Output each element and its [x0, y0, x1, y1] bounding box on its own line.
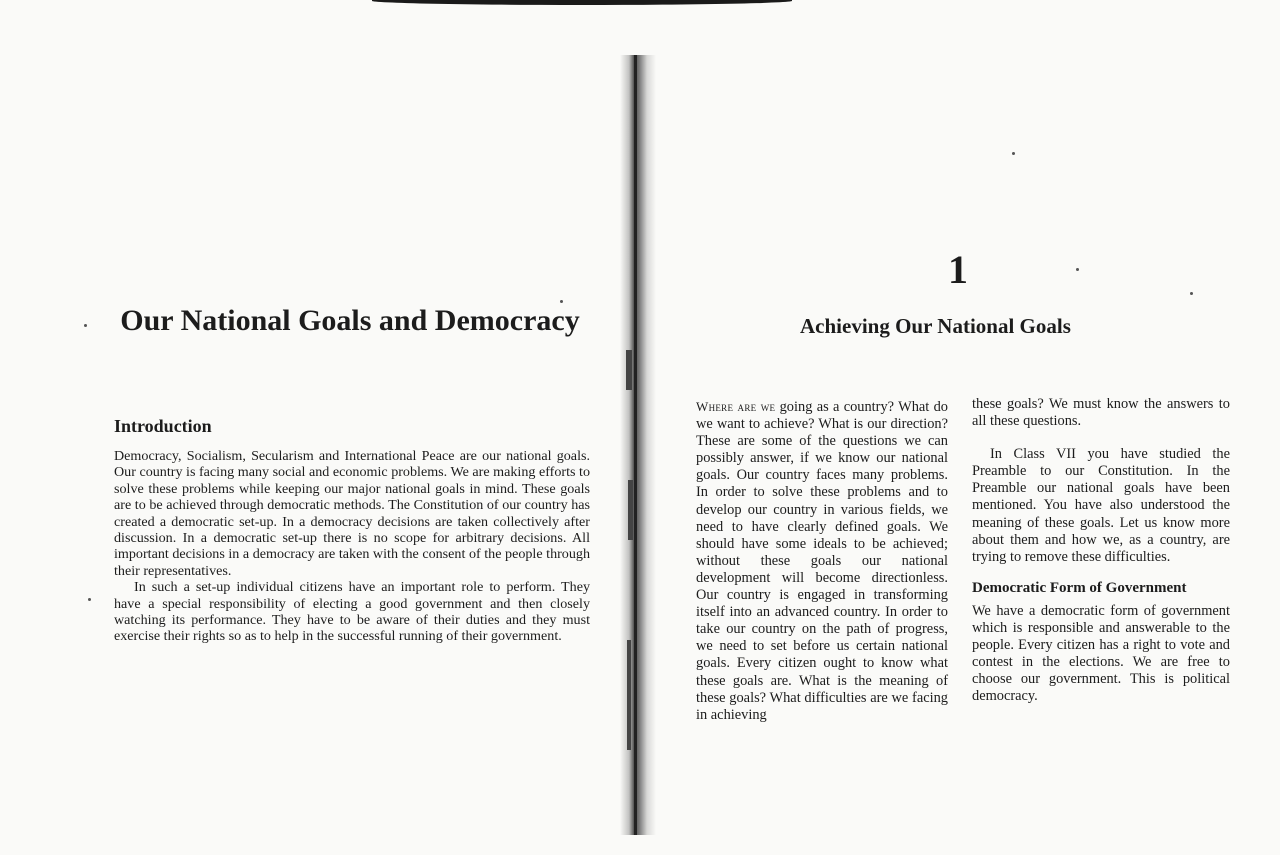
opening-smallcaps: Where are we: [696, 399, 776, 414]
book-section-title: Our National Goals and Democracy: [120, 304, 580, 337]
scan-noise: [626, 350, 632, 390]
scan-dot: [1012, 152, 1015, 155]
opening-text: going as a country? What do we want to achieve? What is our direction? These are some of the questions we can possibly answer, if we know our national goals. Our country faces many problems. In order to solve these problems and to develop our country in various fields, we need to have clearly defined goals. We should have some ideals to be achieved; without these goals our national development will become directionless. Our country is engaged in transforming itself into an advanced country. In order to take our country on the path of progress, we need to set before us certain national goals. Every citizen ought to know what these goals are. What is the meaning of these goals? What difficulties are we facing in achieving: [696, 399, 948, 723]
preamble-paragraph: In Class VII you have studied the Preamble to our Constitution. In the Preamble our national goals have been mentioned. You have also understood the meaning of these goals. Let us know more about them and how we, as a country, are trying to remove these difficulties.: [972, 446, 1230, 565]
introduction-paragraph-1: Democracy, Socialism, Secularism and International Peace are our national goals. Our country is facing many social and economic problems. We are making efforts to solve these problems while keeping our major national goals in mind. These goals are to be achieved through democratic methods. The Constitution of our country has created a democratic set-up. In a democracy decisions are taken collectively after discussion. In a democratic set-up there is no scope for arbitrary decisions. All important decisions in a democracy are taken with the consent of the people through their representatives.: [114, 448, 590, 579]
continuation-paragraph: these goals? We must know the answers to all these questions.: [972, 396, 1230, 430]
introduction-heading: Introduction: [114, 416, 212, 436]
scan-dot: [560, 300, 563, 303]
chapter-opening-paragraph: [696, 398, 948, 724]
scan-dot: [88, 598, 91, 601]
chapter-column-left: [696, 398, 948, 724]
scan-dot: [1190, 292, 1193, 295]
scan-dot: [1076, 268, 1079, 271]
introduction-text: [114, 448, 590, 645]
democratic-government-heading: Democratic Form of Government: [972, 579, 1187, 596]
book-spine-line: [634, 55, 637, 835]
chapter-column-right: [972, 396, 1230, 705]
democratic-government-paragraph: We have a democratic form of government which is responsible and answerable to the people. Every citizen has a right to vote and contest in the elections. We are free to choose our government. This is political democracy.: [972, 602, 1230, 705]
introduction-paragraph-2: In such a set-up individual citizens have an important role to perform. They have a special responsibility of electing a good government and then closely watching its performance. They have to be aware of their duties and they must exercise their rights so as to help in the successful running of their government.: [114, 579, 590, 645]
chapter-number: 1: [948, 247, 968, 292]
book-gutter-shadow: [620, 55, 656, 835]
scan-noise: [628, 480, 633, 540]
chapter-title: Achieving Our National Goals: [800, 314, 1071, 338]
scan-dot: [84, 324, 87, 327]
left-page: [0, 0, 628, 855]
scan-noise: [627, 640, 631, 750]
